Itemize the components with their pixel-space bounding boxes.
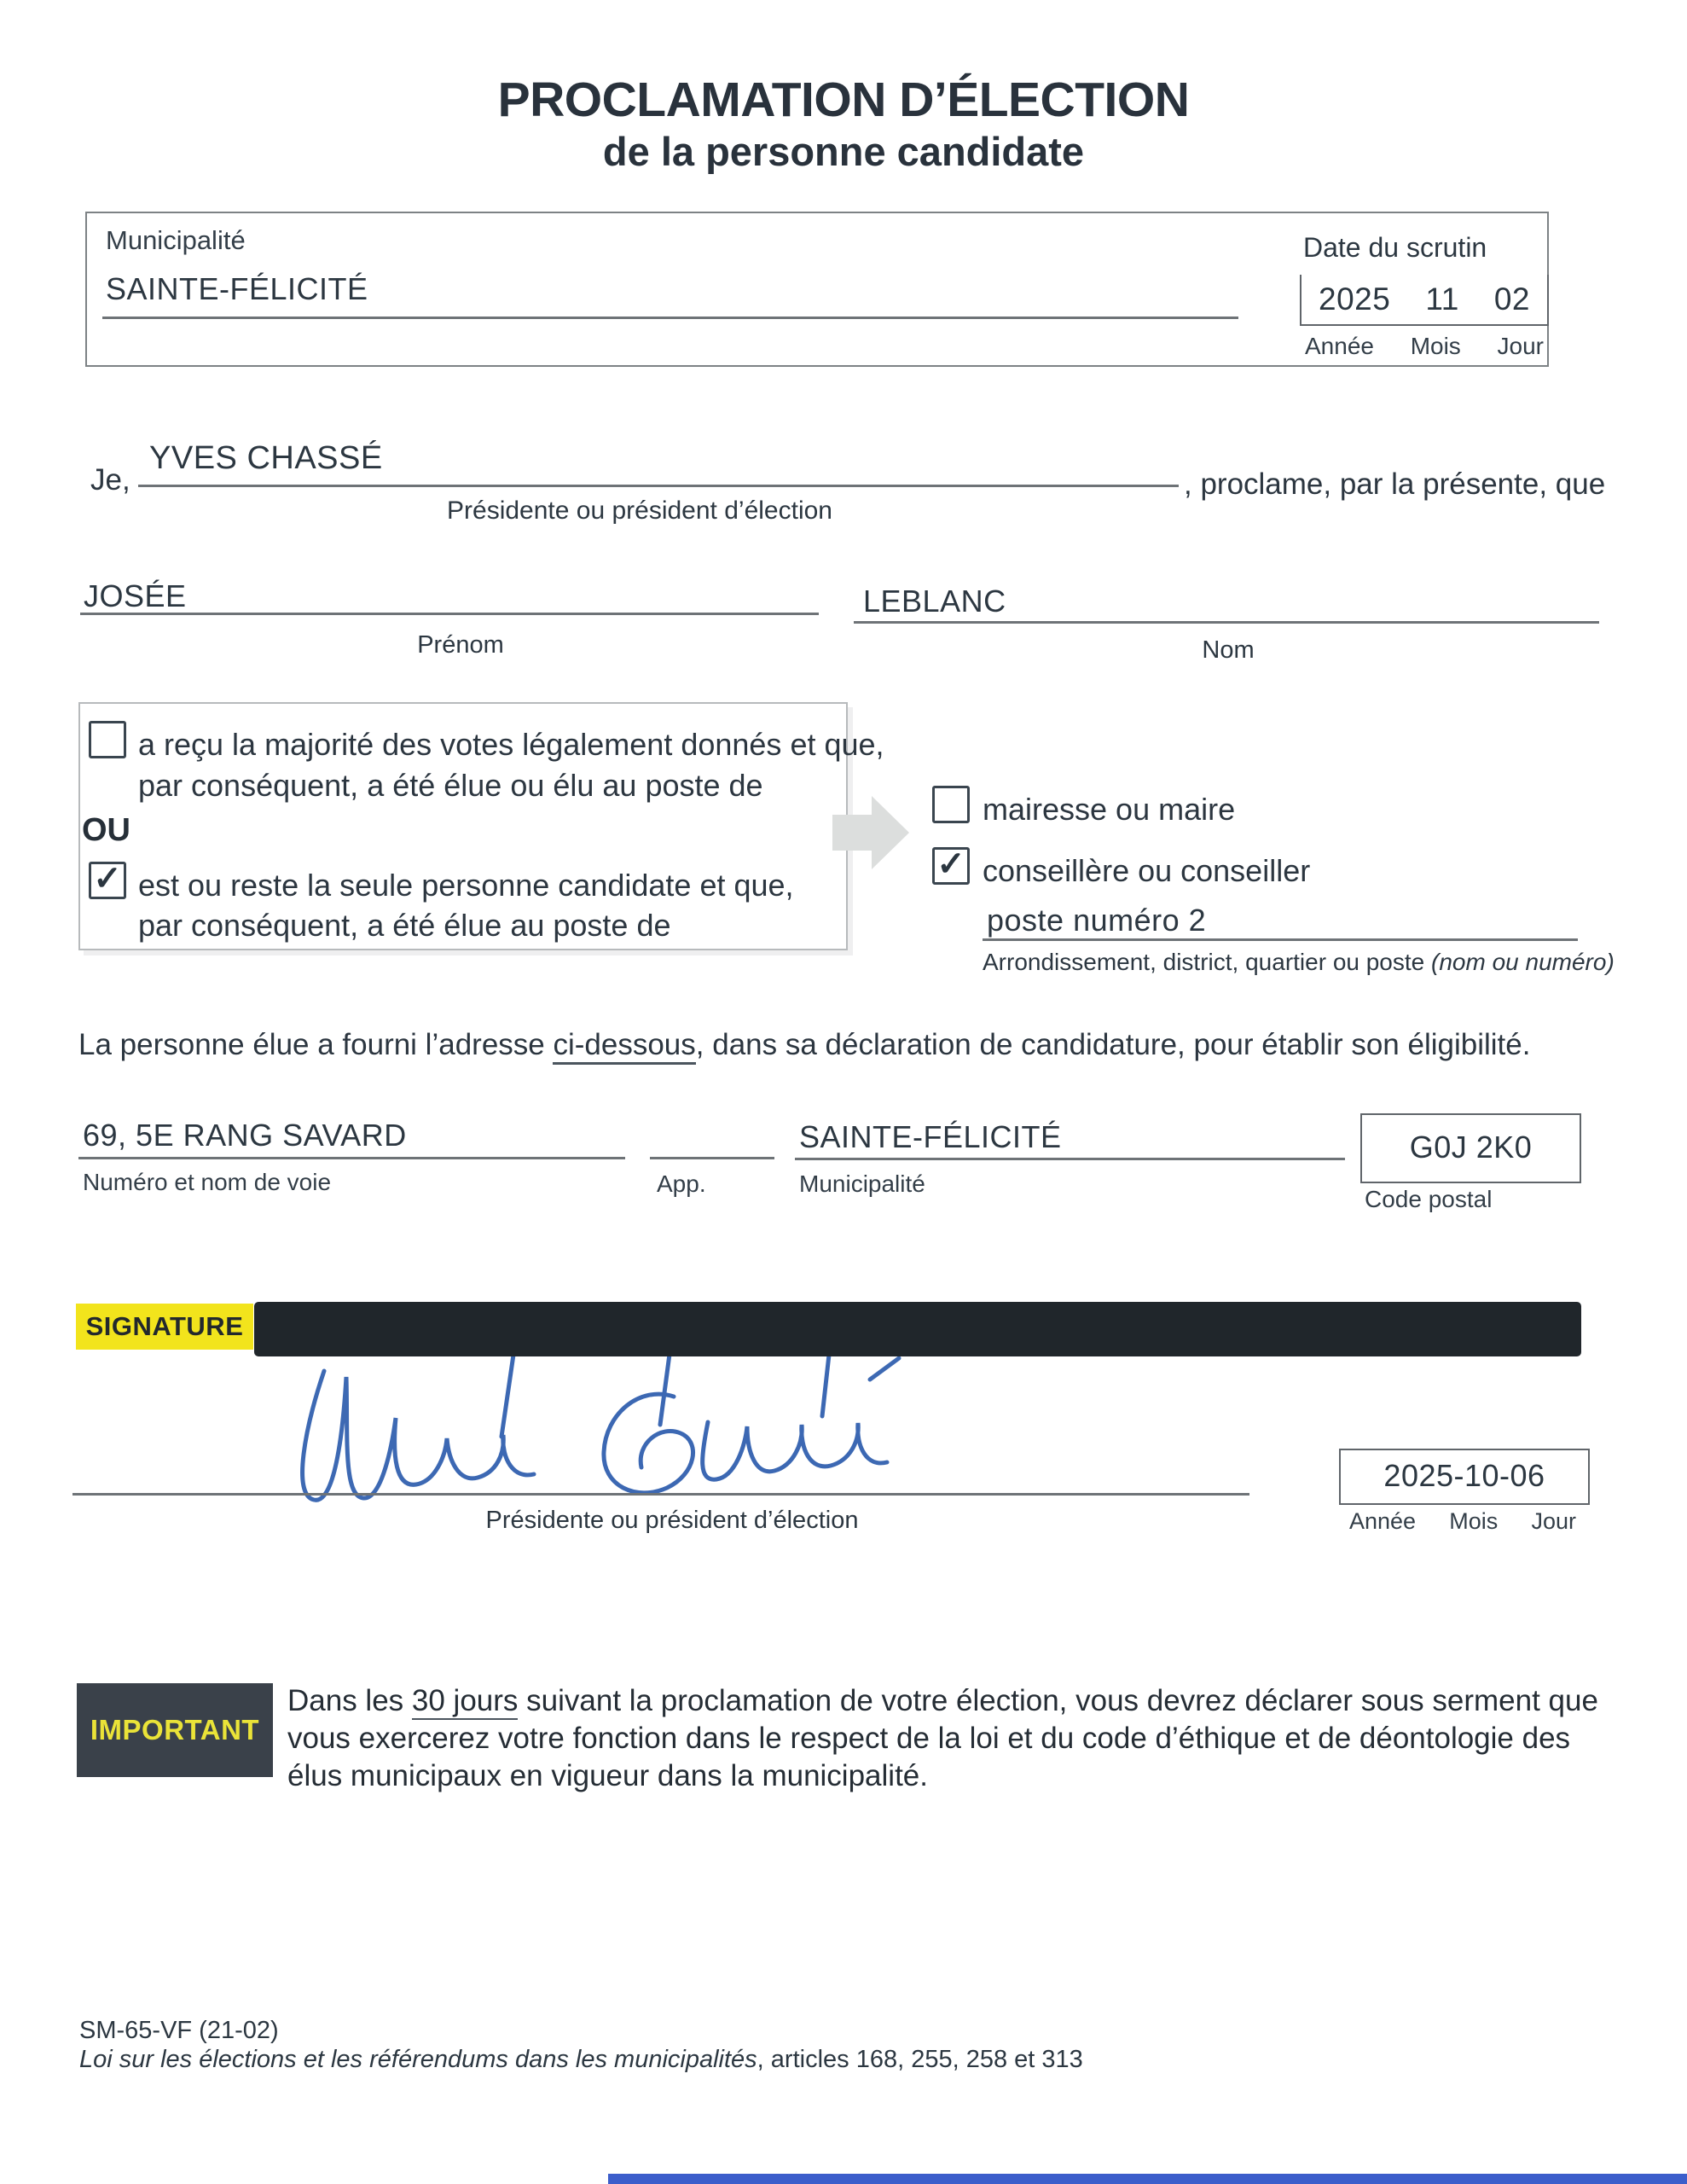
signature-date-value: 2025-10-06 <box>1383 1458 1545 1493</box>
postal-code-value: G0J 2K0 <box>1409 1130 1533 1165</box>
important-text-part3: suivant la proclamation de votre élection, vous devrez déclarer sous serment que vous exercerez votre fonction dans le respect de la loi et du code d’éthique et de déontologie des élus municipaux en vigueur dans la municipalité. <box>287 1684 1598 1792</box>
municipality-underline <box>102 317 1238 319</box>
option1-text-line1: a reçu la majorité des votes légalement donnés et que, <box>138 727 884 762</box>
je-label: Je, <box>90 463 130 497</box>
councillor-checkmark: ✓ <box>936 845 965 883</box>
important-text-underlined: 30 jours <box>412 1684 519 1720</box>
post-caption <box>983 949 1615 976</box>
signature-band <box>76 1304 253 1350</box>
president-name-underline <box>138 485 1179 487</box>
page-title: PROCLAMATION D’ÉLECTION <box>497 73 1190 127</box>
next-page-edge-bar <box>608 2174 1687 2184</box>
post-caption-italic: (nom ou numéro) <box>1431 949 1615 975</box>
address-intro <box>78 1028 1530 1062</box>
address-intro-underlined: ci-dessous <box>553 1028 695 1065</box>
signature-month-label: Mois <box>1449 1508 1499 1534</box>
address-municipality-caption: Municipalité <box>799 1170 925 1197</box>
signature-year-label: Année <box>1349 1508 1417 1534</box>
footer-law-title: Loi sur les élections et les référendums dans les municipalités <box>79 2046 757 2073</box>
important-text <box>287 1682 1601 1795</box>
address-intro-part3: , dans sa déclaration de candidature, pour établir son éligibilité. <box>695 1028 1531 1061</box>
footer-form-code: SM-65-VF (21-02) <box>79 2017 279 2044</box>
page-title-block <box>0 72 1687 175</box>
signature-day-label: Jour <box>1531 1508 1576 1534</box>
option1-text-line2: par conséquent, a été élue ou élu au poste de <box>138 768 763 803</box>
municipality-box <box>85 212 1549 367</box>
scrutin-day-value: 02 <box>1493 282 1530 317</box>
signature-date-labels <box>1339 1508 1586 1535</box>
option2-checkmark: ✓ <box>93 860 122 897</box>
address-municipality-underline <box>795 1158 1345 1160</box>
important-text-part1: Dans les <box>287 1684 412 1717</box>
councillor-checkbox <box>932 847 970 885</box>
important-badge-label: IMPORTANT <box>90 1714 260 1745</box>
last-name-value: LEBLANC <box>863 584 1006 619</box>
first-name-underline <box>80 613 819 615</box>
postal-code-box <box>1360 1113 1581 1183</box>
scrutin-year-label: Année <box>1305 333 1374 359</box>
address-municipality-value: SAINTE-FÉLICITÉ <box>799 1119 1062 1154</box>
street-caption: Numéro et nom de voie <box>83 1169 332 1195</box>
post-number-value: poste numéro 2 <box>987 903 1207 938</box>
signature-handwriting <box>196 1333 1134 1529</box>
scrutin-date-labels <box>1300 333 1549 360</box>
option2-checkbox <box>89 862 126 899</box>
footer-law-articles: , articles 168, 255, 258 et 313 <box>757 2046 1083 2073</box>
post-caption-text: Arrondissement, district, quartier ou poste <box>983 949 1432 975</box>
scrutin-label: Date du scrutin <box>1303 232 1487 263</box>
address-intro-part1: La personne élue a fourni l’adresse <box>78 1028 554 1061</box>
president-name-value: YVES CHASSÉ <box>149 440 383 476</box>
scrutin-date-box <box>1300 275 1549 326</box>
mayor-label: mairesse ou maire <box>983 792 1236 827</box>
scrutin-month-value: 11 <box>1425 282 1459 317</box>
signature-caption: Présidente ou président d’élection <box>485 1507 859 1534</box>
footer-law-reference <box>79 2046 1083 2074</box>
signature-line <box>72 1493 1249 1496</box>
first-name-value: JOSÉE <box>84 578 187 613</box>
postal-code-caption: Code postal <box>1365 1186 1493 1212</box>
signature-redaction-bar <box>254 1302 1581 1356</box>
page-subtitle: de la personne candidate <box>602 129 1085 174</box>
app-underline <box>650 1157 774 1159</box>
option2-text-line1: est ou reste la seule personne candidate et que, <box>138 868 794 903</box>
scrutin-day-label: Jour <box>1497 333 1544 359</box>
important-badge <box>77 1683 273 1777</box>
councillor-label: conseillère ou conseiller <box>983 853 1311 888</box>
scrutin-year-value: 2025 <box>1319 282 1391 317</box>
last-name-caption: Nom <box>1202 636 1255 664</box>
street-underline <box>78 1157 625 1159</box>
scrutin-month-label: Mois <box>1410 333 1461 359</box>
mayor-checkbox <box>932 786 970 823</box>
proclaims-text: , proclame, par la présente, que <box>1184 468 1606 501</box>
option1-checkbox <box>89 721 126 758</box>
municipality-value: SAINTE-FÉLICITÉ <box>106 271 368 306</box>
signature-band-label: SIGNATURE <box>85 1311 244 1341</box>
option2-text-line2: par conséquent, a été élue au poste de <box>138 908 671 943</box>
municipality-label: Municipalité <box>106 225 246 255</box>
president-name-caption: Présidente ou président d’élection <box>447 497 832 525</box>
arrow-right-icon <box>832 796 909 869</box>
last-name-underline <box>854 621 1599 624</box>
post-underline <box>983 938 1578 941</box>
first-name-caption: Prénom <box>417 631 504 659</box>
signature-date-box <box>1339 1449 1590 1505</box>
or-label: OU <box>82 812 130 848</box>
app-caption: App. <box>657 1170 706 1197</box>
street-value: 69, 5E RANG SAVARD <box>83 1118 407 1153</box>
